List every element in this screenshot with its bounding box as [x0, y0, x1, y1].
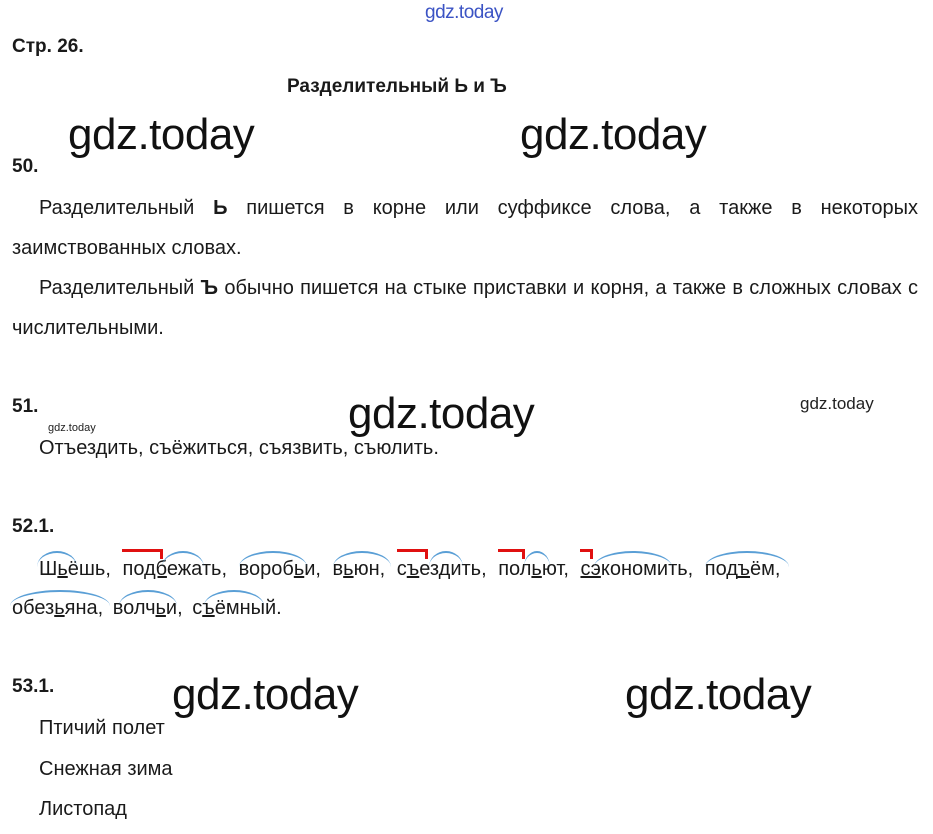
text: под [704, 558, 738, 580]
text: обычно пишется на стыке приставки и корня, а также в сложных словах с числительными. [12, 277, 918, 339]
root-arc [37, 551, 77, 567]
list-item: Листопад [39, 798, 127, 820]
prefix-mark [397, 549, 428, 559]
watermark: gdz.today [348, 389, 535, 438]
page-label: Стр. 26. [12, 36, 84, 57]
watermark: gdz.today [48, 422, 96, 434]
text: ёмный. [214, 597, 282, 619]
sign: ъ [406, 558, 420, 580]
exercise-51-number: 51. [12, 396, 39, 417]
exercise-50-paragraph-2 [12, 268, 918, 348]
sign: ъ [202, 597, 215, 619]
text: сэ [580, 558, 601, 580]
text: ём, [750, 558, 781, 580]
text: пол [498, 558, 532, 580]
text: ют, [541, 558, 569, 580]
exercise-52-line-2 [12, 588, 282, 628]
text: яна, [64, 597, 104, 619]
watermark: gdz.today [800, 394, 874, 413]
text: дб [144, 558, 167, 580]
root-arc [429, 551, 463, 567]
word [498, 549, 569, 589]
sign: ъ [737, 558, 751, 580]
watermark: gdz.today [172, 670, 359, 719]
root-arc [333, 551, 391, 567]
text: ежать, [166, 558, 228, 580]
exercise-50-paragraph-1 [12, 188, 918, 268]
text: Разделительный [39, 197, 214, 219]
root-arc [119, 590, 177, 606]
root-arc [524, 551, 550, 567]
watermark: gdz.today [520, 110, 707, 159]
prefix-mark [580, 549, 593, 559]
text: кономить, [600, 558, 694, 580]
text: волч [112, 597, 156, 619]
hard-sign: Ъ [200, 277, 219, 299]
root-arc [10, 590, 110, 606]
word [12, 588, 103, 628]
watermark: gdz.today [625, 670, 812, 719]
root-arc [162, 551, 204, 567]
watermark: gdz.today [68, 110, 255, 159]
prefix-mark [498, 549, 525, 559]
sign: ь [293, 558, 305, 580]
page-title: Разделительный Ь и Ъ [287, 76, 507, 97]
sign: ь [155, 597, 166, 619]
root-arc [705, 551, 789, 567]
word [39, 549, 111, 589]
root-arc [204, 590, 264, 606]
root-arc [239, 551, 307, 567]
word [113, 588, 183, 628]
text: в [332, 558, 344, 580]
text: по [122, 558, 144, 580]
exercise-51-text: Отъездить, съёжиться, съязвить, съюлить. [39, 437, 439, 459]
list-item: Снежная зима [39, 758, 173, 780]
text: юн, [353, 558, 386, 580]
text: с [396, 558, 407, 580]
word [580, 549, 693, 589]
text: ёшь, [67, 558, 111, 580]
watermark-top: gdz.today [425, 2, 503, 23]
sign: ь [531, 558, 542, 580]
word [333, 549, 386, 589]
sign: ь [57, 558, 68, 580]
soft-sign: Ь [213, 197, 228, 219]
sign: ь [343, 558, 354, 580]
exercise-52-number: 52.1. [12, 516, 55, 537]
text: вороб [238, 558, 294, 580]
exercise-50-number: 50. [12, 156, 39, 177]
text: с [192, 597, 203, 619]
word [705, 549, 781, 589]
text: пишется в корне или суффиксе слова, а также в некоторых заимствованных словах. [12, 197, 918, 259]
word [397, 549, 487, 589]
text: ездить, [419, 558, 487, 580]
list-item: Птичий полет [39, 717, 165, 739]
prefix-mark [122, 549, 163, 559]
exercise-52-line-1 [39, 549, 919, 589]
text: и, [304, 558, 321, 580]
word [122, 549, 227, 589]
word [239, 549, 321, 589]
sign: ь [54, 597, 65, 619]
root-arc [594, 551, 672, 567]
text: и, [165, 597, 183, 619]
text: Разделительный [39, 277, 201, 299]
word [192, 588, 282, 628]
exercise-53-number: 53.1. [12, 676, 55, 697]
text: обез [12, 597, 55, 619]
text: Ш [39, 558, 58, 580]
